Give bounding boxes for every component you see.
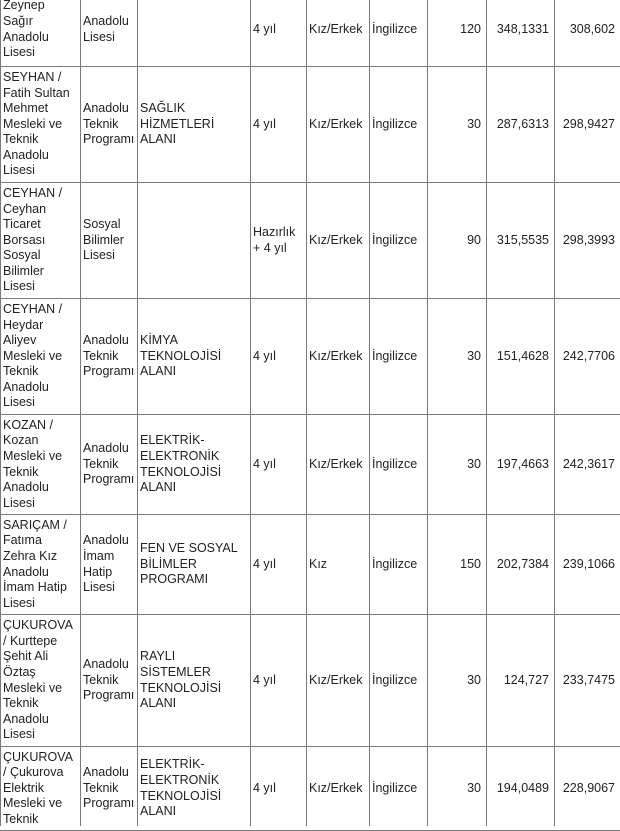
score2-cell: 239,1066 — [555, 515, 620, 615]
duration-cell: 4 yıl — [251, 615, 307, 747]
table-row — [1, 183, 620, 299]
type-cell: Anadolu Lisesi — [81, 0, 138, 67]
score1-cell: 124,727 — [487, 615, 555, 747]
gender-cell: Kız/Erkek — [307, 615, 370, 747]
language-cell: İngilizce — [370, 747, 428, 831]
school-cell: SARIÇAM / Fatıma Zehra Kız Anadolu İmam Hatip Lisesi — [1, 515, 81, 615]
quota-cell: 120 — [428, 0, 487, 67]
language-cell: İngilizce — [370, 615, 428, 747]
language-cell: İngilizce — [370, 67, 428, 183]
quota-cell: 150 — [428, 515, 487, 615]
quota-cell: 30 — [428, 299, 487, 415]
school-cell: ÇUKUROVA / Kurttepe Şehit Ali Öztaş Mesleki ve Teknik Anadolu Lisesi — [1, 615, 81, 747]
type-cell: Anadolu Teknik Programı — [81, 67, 138, 183]
quota-cell: 30 — [428, 415, 487, 515]
table-body — [1, 0, 620, 831]
school-cell: CEYHAN / Heydar Aliyev Mesleki ve Teknik Anadolu Lisesi — [1, 299, 81, 415]
type-cell: Anadolu İmam Hatip Lisesi — [81, 515, 138, 615]
type-cell: Anadolu Teknik Programı — [81, 415, 138, 515]
gender-cell: Kız/Erkek — [307, 0, 370, 67]
score2-cell: 242,3617 — [555, 415, 620, 515]
score2-cell: 242,7706 — [555, 299, 620, 415]
school-cell: Zeynep Sağır Anadolu Lisesi — [1, 0, 81, 67]
quota-cell: 30 — [428, 67, 487, 183]
type-cell: Anadolu Teknik Programı — [81, 615, 138, 747]
language-cell: İngilizce — [370, 299, 428, 415]
table-row — [1, 299, 620, 415]
duration-cell: 4 yıl — [251, 299, 307, 415]
table-row — [1, 515, 620, 615]
type-cell: Anadolu Teknik Programı — [81, 299, 138, 415]
gender-cell: Kız/Erkek — [307, 183, 370, 299]
score2-cell: 233,7475 — [555, 615, 620, 747]
score1-cell: 202,7384 — [487, 515, 555, 615]
school-cell: CEYHAN / Ceyhan Ticaret Borsası Sosyal Bilimler Lisesi — [1, 183, 81, 299]
duration-cell: 4 yıl — [251, 747, 307, 831]
gender-cell: Kız/Erkek — [307, 747, 370, 831]
duration-cell: Hazırlık + 4 yıl — [251, 183, 307, 299]
table-row — [1, 747, 620, 831]
table-row — [1, 415, 620, 515]
school-cell: SEYHAN / Fatih Sultan Mehmet Mesleki ve Teknik Anadolu Lisesi — [1, 67, 81, 183]
score1-cell: 194,0489 — [487, 747, 555, 831]
table-row — [1, 615, 620, 747]
school-cell: ÇUKUROVA / Çukurova Elektrik Mesleki ve Teknik — [1, 747, 81, 831]
score2-cell: 308,602 — [555, 0, 620, 67]
language-cell: İngilizce — [370, 0, 428, 67]
table-row — [1, 0, 620, 67]
field-cell: KİMYA TEKNOLOJİSİ ALANI — [138, 299, 251, 415]
gender-cell: Kız — [307, 515, 370, 615]
duration-cell: 4 yıl — [251, 67, 307, 183]
language-cell: İngilizce — [370, 183, 428, 299]
gender-cell: Kız/Erkek — [307, 415, 370, 515]
field-cell — [138, 183, 251, 299]
gender-cell: Kız/Erkek — [307, 67, 370, 183]
school-cell: KOZAN / Kozan Mesleki ve Teknik Anadolu Lisesi — [1, 415, 81, 515]
score1-cell: 315,5535 — [487, 183, 555, 299]
score1-cell: 151,4628 — [487, 299, 555, 415]
quota-cell: 90 — [428, 183, 487, 299]
field-cell: ELEKTRİK-ELEKTRONİK TEKNOLOJİSİ ALANI — [138, 747, 251, 831]
score1-cell: 287,6313 — [487, 67, 555, 183]
score1-cell: 197,4663 — [487, 415, 555, 515]
duration-cell: 4 yıl — [251, 415, 307, 515]
score1-cell: 348,1331 — [487, 0, 555, 67]
field-cell: ELEKTRİK-ELEKTRONİK TEKNOLOJİSİ ALANI — [138, 415, 251, 515]
language-cell: İngilizce — [370, 515, 428, 615]
score2-cell: 298,9427 — [555, 67, 620, 183]
field-cell: SAĞLIK HİZMETLERİ ALANI — [138, 67, 251, 183]
language-cell: İngilizce — [370, 415, 428, 515]
quota-cell: 30 — [428, 747, 487, 831]
field-cell: RAYLI SİSTEMLER TEKNOLOJİSİ ALANI — [138, 615, 251, 747]
score2-cell: 228,9067 — [555, 747, 620, 831]
score2-cell: 298,3993 — [555, 183, 620, 299]
gender-cell: Kız/Erkek — [307, 299, 370, 415]
duration-cell: 4 yıl — [251, 0, 307, 67]
duration-cell: 4 yıl — [251, 515, 307, 615]
quota-cell: 30 — [428, 615, 487, 747]
type-cell: Sosyal Bilimler Lisesi — [81, 183, 138, 299]
field-cell: FEN VE SOSYAL BİLİMLER PROGRAMI — [138, 515, 251, 615]
table-row — [1, 67, 620, 183]
type-cell: Anadolu Teknik Programı — [81, 747, 138, 831]
field-cell — [138, 0, 251, 67]
